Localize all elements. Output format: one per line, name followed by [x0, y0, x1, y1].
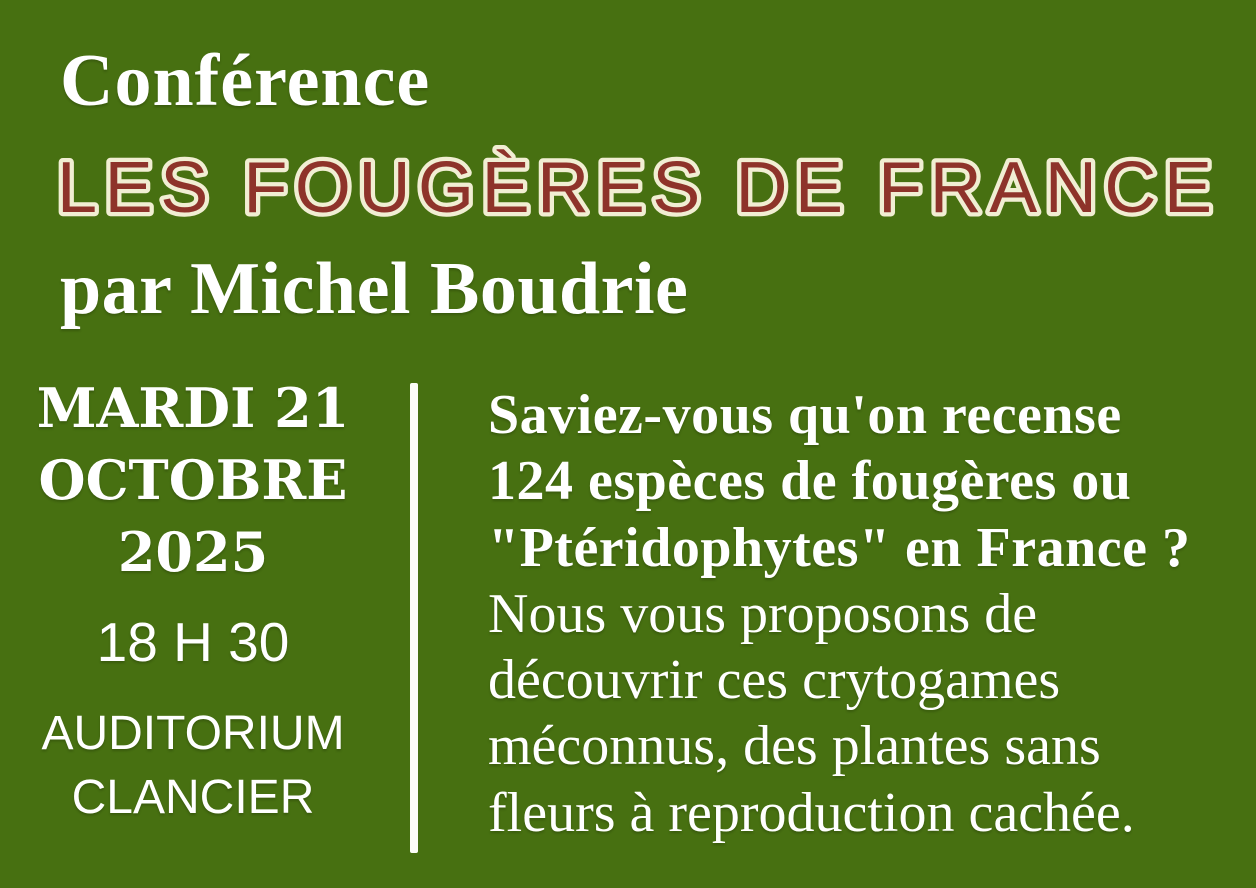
event-venue — [28, 702, 358, 830]
date-line: 2025 — [117, 520, 269, 584]
event-time: 18 H 30 — [96, 611, 290, 673]
event-date — [28, 372, 358, 588]
event-byline: par Michel Boudrie — [60, 248, 689, 330]
event-description — [488, 382, 1248, 846]
venue-line: CLANCIER — [71, 771, 315, 824]
event-details — [28, 372, 358, 830]
description-line: "Ptéridophytes" en France ? — [488, 516, 1191, 579]
description-line: découvrir ces crytogames — [488, 649, 1061, 712]
date-line: MARDI 21 — [36, 376, 350, 440]
venue-line: AUDITORIUM — [41, 707, 345, 760]
description-line: Nous vous proposons de — [488, 582, 1038, 645]
event-title-artwork — [52, 136, 1222, 236]
event-kicker: Conférence — [60, 40, 431, 122]
description-line: Saviez-vous qu'on recense — [488, 384, 1122, 446]
description-line: fleurs à reproduction cachée. — [488, 781, 1135, 844]
vertical-divider — [410, 383, 418, 853]
description-line: méconnus, des plantes sans — [488, 715, 1101, 778]
date-line: OCTOBRE — [38, 448, 348, 512]
event-title: LES FOUGÈRES DE FRANCE — [57, 148, 1212, 228]
description-line: 124 espèces de fougères ou — [488, 450, 1132, 513]
